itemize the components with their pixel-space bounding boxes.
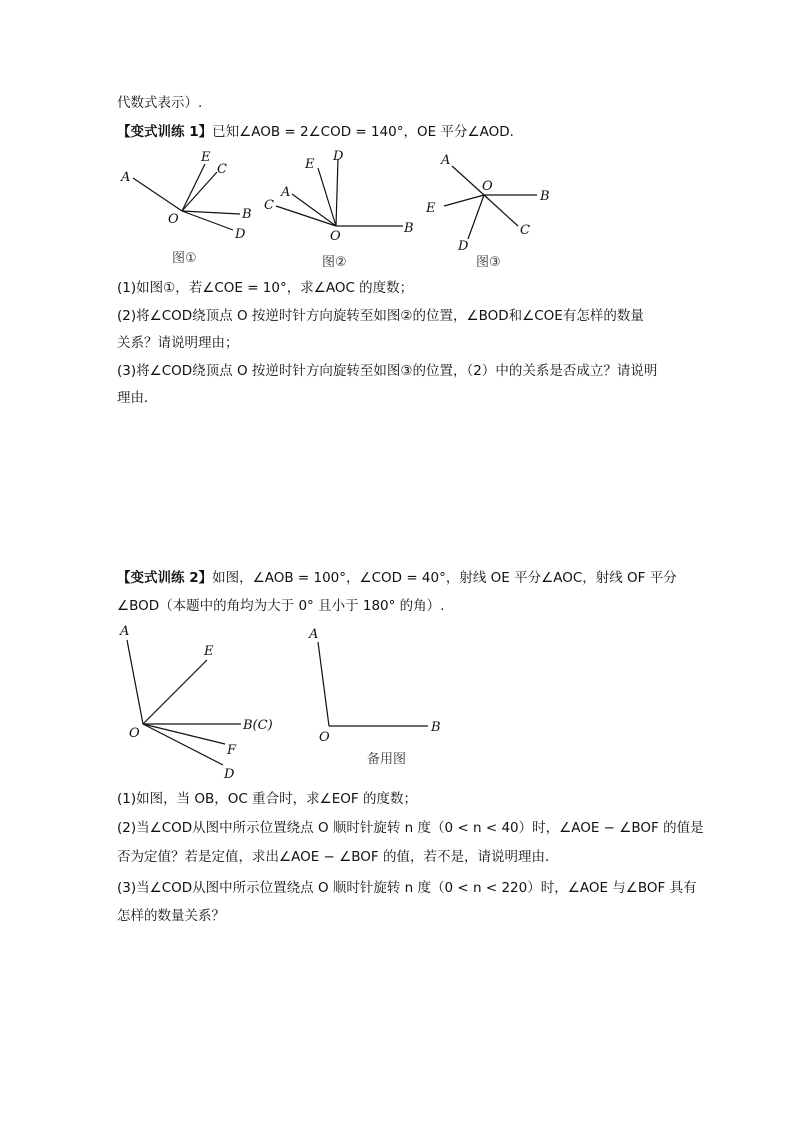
exercise-2-stem-cont: ∠BOD（本题中的角均为大于 0° 且小于 180° 的角）. (117, 598, 445, 614)
label-O: O (129, 726, 140, 741)
label-A: A (121, 170, 131, 185)
ex2-question-3-cont: 怎样的数量关系？ (117, 908, 225, 924)
label-A: A (281, 185, 291, 200)
label-F: F (227, 743, 237, 758)
exercise-1-title: 【变式训练 1】 (117, 124, 213, 140)
ex2-figure-main (115, 620, 285, 785)
label-O: O (482, 179, 493, 194)
label-D: D (235, 227, 246, 242)
label-A: A (309, 627, 319, 642)
label-C: C (217, 162, 227, 177)
ex1-figure-3 (420, 148, 565, 273)
figure-1-caption: 图① (172, 251, 197, 266)
label-D: D (333, 149, 344, 164)
label-C: C (520, 223, 530, 238)
ex1-question-2: (2)将∠COD绕顶点 O 按逆时针方向旋转至如图②的位置，∠BOD和∠COE有怎样的数量 (117, 308, 644, 324)
exercise-2-title: 【变式训练 2】 (117, 570, 213, 586)
label-O: O (319, 730, 330, 745)
label-B: B (242, 207, 252, 222)
label-O: O (168, 212, 179, 227)
label-A: A (120, 624, 130, 639)
label-B-C: B(C) (243, 718, 273, 733)
ex2-question-1: (1)如图，当 OB，OC 重合时，求∠EOF 的度数； (117, 791, 417, 807)
label-B: B (540, 189, 550, 204)
label-O: O (330, 229, 341, 244)
ex1-question-3-cont: 理由． (117, 390, 158, 406)
figure-3-caption: 图③ (476, 255, 501, 270)
spare-figure-caption: 备用图 (367, 752, 407, 767)
ex2-question-3: (3)当∠COD从图中所示位置绕点 O 顺时针旋转 n 度（0 < n < 220）时，∠AOE 与∠BOF 具有 (117, 880, 697, 896)
figure-2-caption: 图② (322, 255, 347, 270)
label-B: B (404, 221, 414, 236)
ex1-question-3: (3)将∠COD绕顶点 O 按逆时针方向旋转至如图③的位置，（2）中的关系是否成立？请说明 (117, 363, 658, 379)
label-C: C (264, 198, 274, 213)
exercise-2-header (117, 568, 677, 588)
label-A: A (441, 153, 451, 168)
label-E: E (201, 150, 211, 165)
exercise-1-stem: 已知∠AOB = 2∠COD = 140°，OE 平分∠AOD． (212, 124, 524, 140)
exercise-2-stem: 如图，∠AOB = 100°，∠COD = 40°，射线 OE 平分∠AOC，射线 OF 平分 (212, 570, 677, 586)
ex2-question-2-cont: 否为定值？若是定值，求出∠AOE − ∠BOF 的值，若不是，请说明理由． (117, 849, 559, 865)
continued-text: 代数式表示）. (117, 95, 203, 111)
ex1-figure-1 (115, 148, 260, 268)
label-D: D (224, 767, 235, 782)
ex1-question-1: (1)如图①，若∠COE = 10°，求∠AOC 的度数； (117, 280, 414, 296)
ex1-figure-2 (258, 146, 428, 271)
label-E: E (426, 201, 436, 216)
ex2-figure-spare (300, 620, 450, 770)
exercise-1-header (117, 122, 523, 142)
label-E: E (305, 157, 315, 172)
ex1-question-2-cont: 关系？请说明理由； (117, 335, 239, 351)
label-D: D (458, 239, 469, 254)
label-B: B (431, 720, 441, 735)
label-E: E (204, 644, 214, 659)
ex2-question-2: (2)当∠COD从图中所示位置绕点 O 顺时针旋转 n 度（0 < n < 40）时，∠AOE − ∠BOF 的值是 (117, 820, 704, 836)
